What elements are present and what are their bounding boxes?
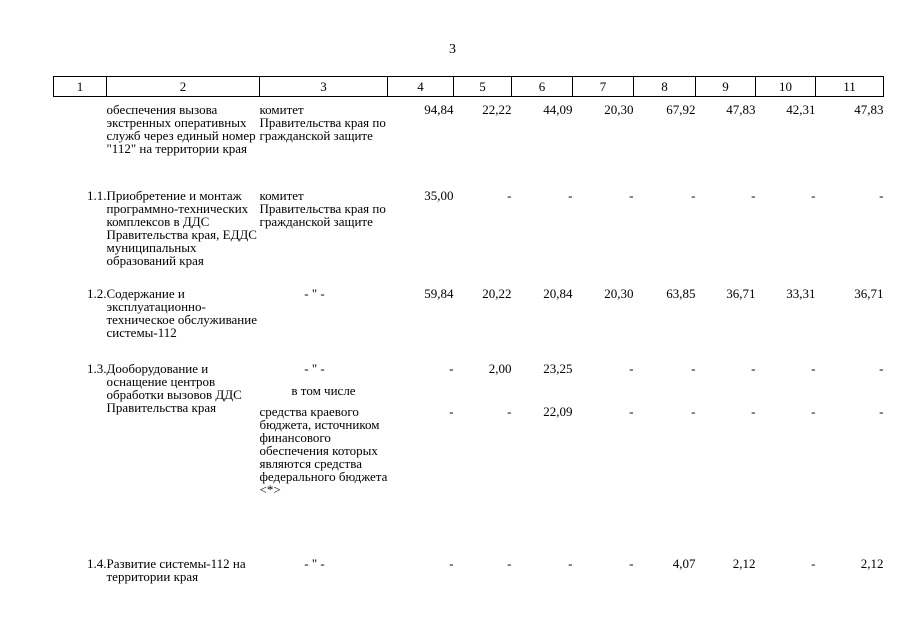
value-cell: - <box>449 360 454 376</box>
row-sub-executor: средства краевого бюджета, источником финансового обеспечения которых являются средства федерального бюджета <*> <box>259 403 388 497</box>
row-executor: комитет Правительства края по гражданской защите <box>259 187 386 229</box>
value-cell: 36,71 <box>726 285 756 301</box>
value-cell: 36,71 <box>854 285 884 301</box>
value-cell: 94,84 <box>424 102 454 117</box>
value-cell: 2,00 <box>488 360 512 376</box>
value-cell: 67,92 <box>666 102 696 117</box>
value-cell: 59,84 <box>424 285 454 301</box>
value-cell: 2,12 <box>860 555 884 571</box>
value-cell: 4,07 <box>672 555 696 571</box>
table-row <box>54 189 884 287</box>
value-cell: - <box>811 403 816 419</box>
row-name: Дооборудование и оснащение центров обработки вызовов ДДС Правительства края <box>106 360 242 415</box>
row-executor: - " - <box>304 360 325 376</box>
row-executor: комитет Правительства края по гражданской защите <box>259 102 386 143</box>
row-name: Развитие системы-112 на территории края <box>106 555 246 584</box>
value-cell: 2,12 <box>732 555 756 571</box>
value-cell: 20,30 <box>604 285 634 301</box>
value-cell: - <box>751 403 756 419</box>
value-cell: - <box>507 403 512 419</box>
header-col-9: 9 <box>696 77 756 97</box>
page-number: 3 <box>449 42 456 57</box>
table-row <box>54 287 884 362</box>
row-subtitle: в том числе <box>291 382 356 398</box>
value-cell: - <box>751 360 756 376</box>
value-cell: - <box>507 187 512 203</box>
table-row <box>54 362 884 384</box>
value-cell: 63,85 <box>666 285 696 301</box>
row-number: 1.3. <box>87 360 107 376</box>
value-cell: - <box>629 555 634 571</box>
value-cell: - <box>751 187 756 203</box>
value-cell: - <box>811 555 816 571</box>
header-col-11: 11 <box>816 77 884 97</box>
row-number <box>54 97 107 189</box>
value-cell: 22,22 <box>482 102 512 117</box>
table-row <box>54 97 884 189</box>
value-cell: 44,09 <box>543 102 573 117</box>
value-cell: - <box>449 555 454 571</box>
value-cell: - <box>629 403 634 419</box>
value-cell: - <box>691 360 696 376</box>
value-cell: 33,31 <box>786 285 816 301</box>
value-cell: 20,22 <box>482 285 512 301</box>
value-cell: - <box>691 403 696 419</box>
row-number: 1.2. <box>87 285 107 301</box>
header-col-8: 8 <box>634 77 696 97</box>
value-cell: - <box>568 187 573 203</box>
value-cell: 42,31 <box>786 102 816 117</box>
value-cell: - <box>879 360 884 376</box>
value-cell: - <box>811 187 816 203</box>
value-cell: 22,09 <box>543 403 573 419</box>
header-col-1: 1 <box>54 77 107 97</box>
row-number: 1.1. <box>87 187 107 203</box>
value-cell: 20,84 <box>543 285 573 301</box>
value-cell: - <box>449 403 454 419</box>
header-col-3: 3 <box>260 77 388 97</box>
value-cell: - <box>568 555 573 571</box>
program-table <box>53 76 884 587</box>
header-col-10: 10 <box>756 77 816 97</box>
value-cell: - <box>811 360 816 376</box>
header-col-4: 4 <box>388 77 454 97</box>
value-cell: 35,00 <box>424 187 454 203</box>
header-col-5: 5 <box>454 77 512 97</box>
row-executor: - " - <box>304 285 325 301</box>
value-cell: 20,30 <box>604 102 634 117</box>
value-cell: - <box>629 360 634 376</box>
value-cell: - <box>507 555 512 571</box>
value-cell: - <box>879 403 884 419</box>
header-col-6: 6 <box>512 77 573 97</box>
value-cell: - <box>879 187 884 203</box>
value-cell: - <box>691 187 696 203</box>
table-row <box>54 557 884 587</box>
row-number: 1.4. <box>87 555 107 571</box>
row-name: Содержание и эксплуатационно-техническое обслуживание системы-112 <box>106 285 257 340</box>
value-cell: 47,83 <box>854 102 884 117</box>
value-cell: 47,83 <box>726 102 756 117</box>
value-cell: - <box>629 187 634 203</box>
header-row <box>54 77 884 97</box>
header-col-7: 7 <box>573 77 634 97</box>
row-name: обеспечения вызова экстренных оперативных служб через единый номер "112" на территории края <box>106 102 256 156</box>
header-col-2: 2 <box>107 77 260 97</box>
row-name: Приобретение и монтаж программно-технических комплексов в ДДС Правительства края, ЕДДС муниципальных образований края <box>106 187 257 268</box>
row-executor: - " - <box>304 555 325 571</box>
value-cell: 23,25 <box>543 360 573 376</box>
